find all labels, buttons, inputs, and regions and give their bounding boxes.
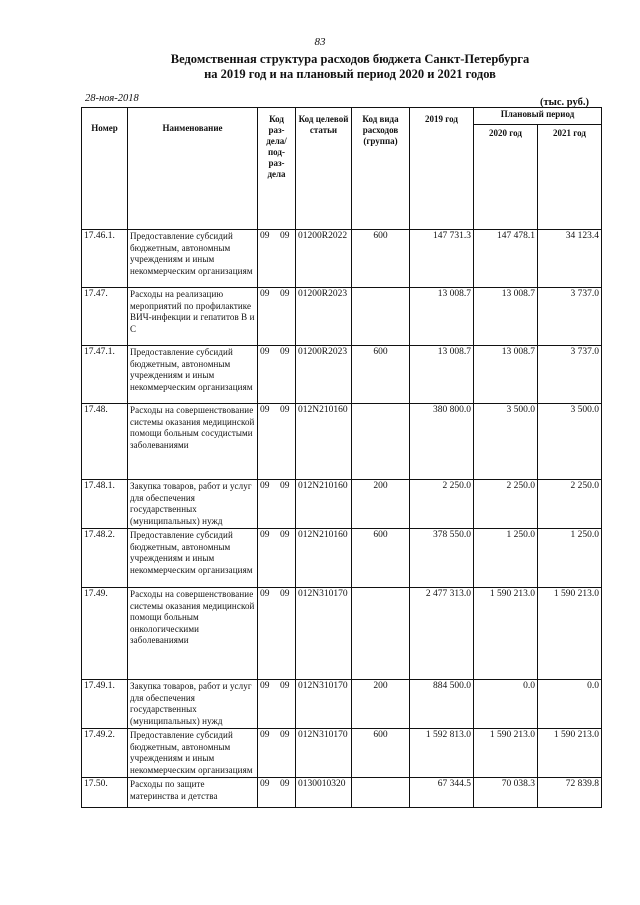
row-subsection-code: 09 <box>280 681 290 691</box>
row-amount-2019: 147 731.3 <box>410 230 474 288</box>
table-row <box>82 778 602 808</box>
row-amount-2020: 3 500.0 <box>474 404 538 480</box>
table-body <box>82 230 602 808</box>
row-expense-type: 600 <box>352 346 410 404</box>
row-amount-2021: 0.0 <box>538 680 602 729</box>
row-subsection-code: 09 <box>280 347 290 357</box>
row-razdel <box>258 729 296 778</box>
row-razdel <box>258 680 296 729</box>
row-razdel <box>258 230 296 288</box>
row-amount-2020: 1 250.0 <box>474 529 538 588</box>
table-header <box>82 108 602 230</box>
row-target-article: 012N310170 <box>296 729 352 778</box>
row-amount-2021: 3 500.0 <box>538 404 602 480</box>
row-expense-type: 600 <box>352 529 410 588</box>
units-label: (тыс. руб.) <box>540 97 589 108</box>
row-target-article: 01200R2023 <box>296 346 352 404</box>
table-row <box>82 588 602 680</box>
row-name: Закупка товаров, работ и услуг для обеспечения государственных (муниципальных) нужд <box>128 680 258 729</box>
row-amount-2020: 70 038.3 <box>474 778 538 808</box>
table-row <box>82 404 602 480</box>
row-expense-type: 200 <box>352 680 410 729</box>
row-amount-2021: 1 250.0 <box>538 529 602 588</box>
row-subsection-code: 09 <box>280 530 290 540</box>
header-expense-type: Код вида расходов (группа) <box>352 108 410 230</box>
table-row <box>82 529 602 588</box>
row-expense-type: 200 <box>352 480 410 529</box>
row-number: 17.49. <box>82 588 128 680</box>
header-plan-period: Плановый период <box>474 108 602 125</box>
row-name: Расходы на реализацию мероприятий по профилактике ВИЧ-инфекции и гепатитов B и C <box>128 288 258 346</box>
row-razdel <box>258 778 296 808</box>
row-expense-type <box>352 288 410 346</box>
row-number: 17.48. <box>82 404 128 480</box>
row-amount-2021: 2 250.0 <box>538 480 602 529</box>
row-section-code: 09 <box>260 779 270 789</box>
row-section-code: 09 <box>260 289 270 299</box>
table-row <box>82 729 602 778</box>
table-row <box>82 680 602 729</box>
row-section-code: 09 <box>260 347 270 357</box>
row-amount-2020: 13 008.7 <box>474 288 538 346</box>
row-subsection-code: 09 <box>280 289 290 299</box>
row-section-code: 09 <box>260 530 270 540</box>
row-target-article: 0130010320 <box>296 778 352 808</box>
row-target-article: 01200R2023 <box>296 288 352 346</box>
row-amount-2020: 147 478.1 <box>474 230 538 288</box>
row-razdel <box>258 529 296 588</box>
row-name: Предоставление субсидий бюджетным, автономным учреждениям и иным некоммерческим организациям <box>128 230 258 288</box>
row-name: Предоставление субсидий бюджетным, автономным учреждениям и иным некоммерческим организациям <box>128 729 258 778</box>
row-amount-2019: 380 800.0 <box>410 404 474 480</box>
row-razdel <box>258 346 296 404</box>
row-number: 17.47. <box>82 288 128 346</box>
row-number: 17.49.1. <box>82 680 128 729</box>
table-row <box>82 480 602 529</box>
row-amount-2021: 3 737.0 <box>538 346 602 404</box>
row-name: Предоставление субсидий бюджетным, автономным учреждениям и иным некоммерческим организациям <box>128 346 258 404</box>
row-amount-2020: 13 008.7 <box>474 346 538 404</box>
row-subsection-code: 09 <box>280 481 290 491</box>
row-amount-2019: 1 592 813.0 <box>410 729 474 778</box>
row-name: Расходы по защите материнства и детства <box>128 778 258 808</box>
document-title <box>60 52 640 82</box>
row-expense-type <box>352 404 410 480</box>
header-number: Номер <box>82 108 128 230</box>
row-subsection-code: 09 <box>280 589 290 599</box>
row-name: Расходы на совершенствование системы оказания медицинской помощи больным сосудистыми заболеваниями <box>128 404 258 480</box>
row-number: 17.46.1. <box>82 230 128 288</box>
row-expense-type <box>352 778 410 808</box>
row-name: Расходы на совершенствование системы оказания медицинской помощи больным онкологическими заболеваниями <box>128 588 258 680</box>
row-expense-type: 600 <box>352 230 410 288</box>
header-name: Наименование <box>128 108 258 230</box>
row-number: 17.48.1. <box>82 480 128 529</box>
row-amount-2021: 34 123.4 <box>538 230 602 288</box>
table-row <box>82 230 602 288</box>
header-target-article: Код целевой статьи <box>296 108 352 230</box>
row-razdel <box>258 588 296 680</box>
row-target-article: 012N210160 <box>296 480 352 529</box>
row-target-article: 012N310170 <box>296 588 352 680</box>
header-2021: 2021 год <box>538 125 602 230</box>
row-expense-type: 600 <box>352 729 410 778</box>
row-target-article: 012N310170 <box>296 680 352 729</box>
row-amount-2020: 0.0 <box>474 680 538 729</box>
row-section-code: 09 <box>260 681 270 691</box>
row-subsection-code: 09 <box>280 730 290 740</box>
row-name: Предоставление субсидий бюджетным, автономным учреждениям и иным некоммерческим организациям <box>128 529 258 588</box>
table-row <box>82 288 602 346</box>
row-amount-2021: 72 839.8 <box>538 778 602 808</box>
row-amount-2020: 1 590 213.0 <box>474 729 538 778</box>
row-razdel <box>258 404 296 480</box>
table-row <box>82 346 602 404</box>
row-section-code: 09 <box>260 730 270 740</box>
row-amount-2021: 3 737.0 <box>538 288 602 346</box>
row-amount-2021: 1 590 213.0 <box>538 588 602 680</box>
row-amount-2019: 13 008.7 <box>410 288 474 346</box>
row-amount-2021: 1 590 213.0 <box>538 729 602 778</box>
row-amount-2020: 2 250.0 <box>474 480 538 529</box>
row-amount-2020: 1 590 213.0 <box>474 588 538 680</box>
row-subsection-code: 09 <box>280 231 290 241</box>
row-number: 17.49.2. <box>82 729 128 778</box>
header-2019: 2019 год <box>410 108 474 230</box>
row-razdel <box>258 288 296 346</box>
row-section-code: 09 <box>260 231 270 241</box>
row-amount-2019: 67 344.5 <box>410 778 474 808</box>
title-line-1: Ведомственная структура расходов бюджета Санкт-Петербурга <box>170 52 530 66</box>
row-subsection-code: 09 <box>280 779 290 789</box>
row-amount-2019: 2 250.0 <box>410 480 474 529</box>
row-amount-2019: 378 550.0 <box>410 529 474 588</box>
row-number: 17.50. <box>82 778 128 808</box>
row-section-code: 09 <box>260 589 270 599</box>
header-razdel: Код раз-дела/ под-раз-дела <box>258 108 296 230</box>
budget-table <box>81 107 602 808</box>
page-number: 83 <box>314 36 326 48</box>
row-name: Закупка товаров, работ и услуг для обеспечения государственных (муниципальных) нужд <box>128 480 258 529</box>
header-2020: 2020 год <box>474 125 538 230</box>
row-number: 17.48.2. <box>82 529 128 588</box>
row-subsection-code: 09 <box>280 405 290 415</box>
row-target-article: 012N210160 <box>296 404 352 480</box>
row-expense-type <box>352 588 410 680</box>
row-target-article: 012N210160 <box>296 529 352 588</box>
title-line-2: на 2019 год и на плановый период 2020 и 2021 годов <box>204 67 496 81</box>
row-section-code: 09 <box>260 481 270 491</box>
row-target-article: 01200R2022 <box>296 230 352 288</box>
row-razdel <box>258 480 296 529</box>
row-amount-2019: 2 477 313.0 <box>410 588 474 680</box>
row-number: 17.47.1. <box>82 346 128 404</box>
document-date: 28-ноя-2018 <box>85 93 139 104</box>
row-section-code: 09 <box>260 405 270 415</box>
row-amount-2019: 13 008.7 <box>410 346 474 404</box>
row-amount-2019: 884 500.0 <box>410 680 474 729</box>
